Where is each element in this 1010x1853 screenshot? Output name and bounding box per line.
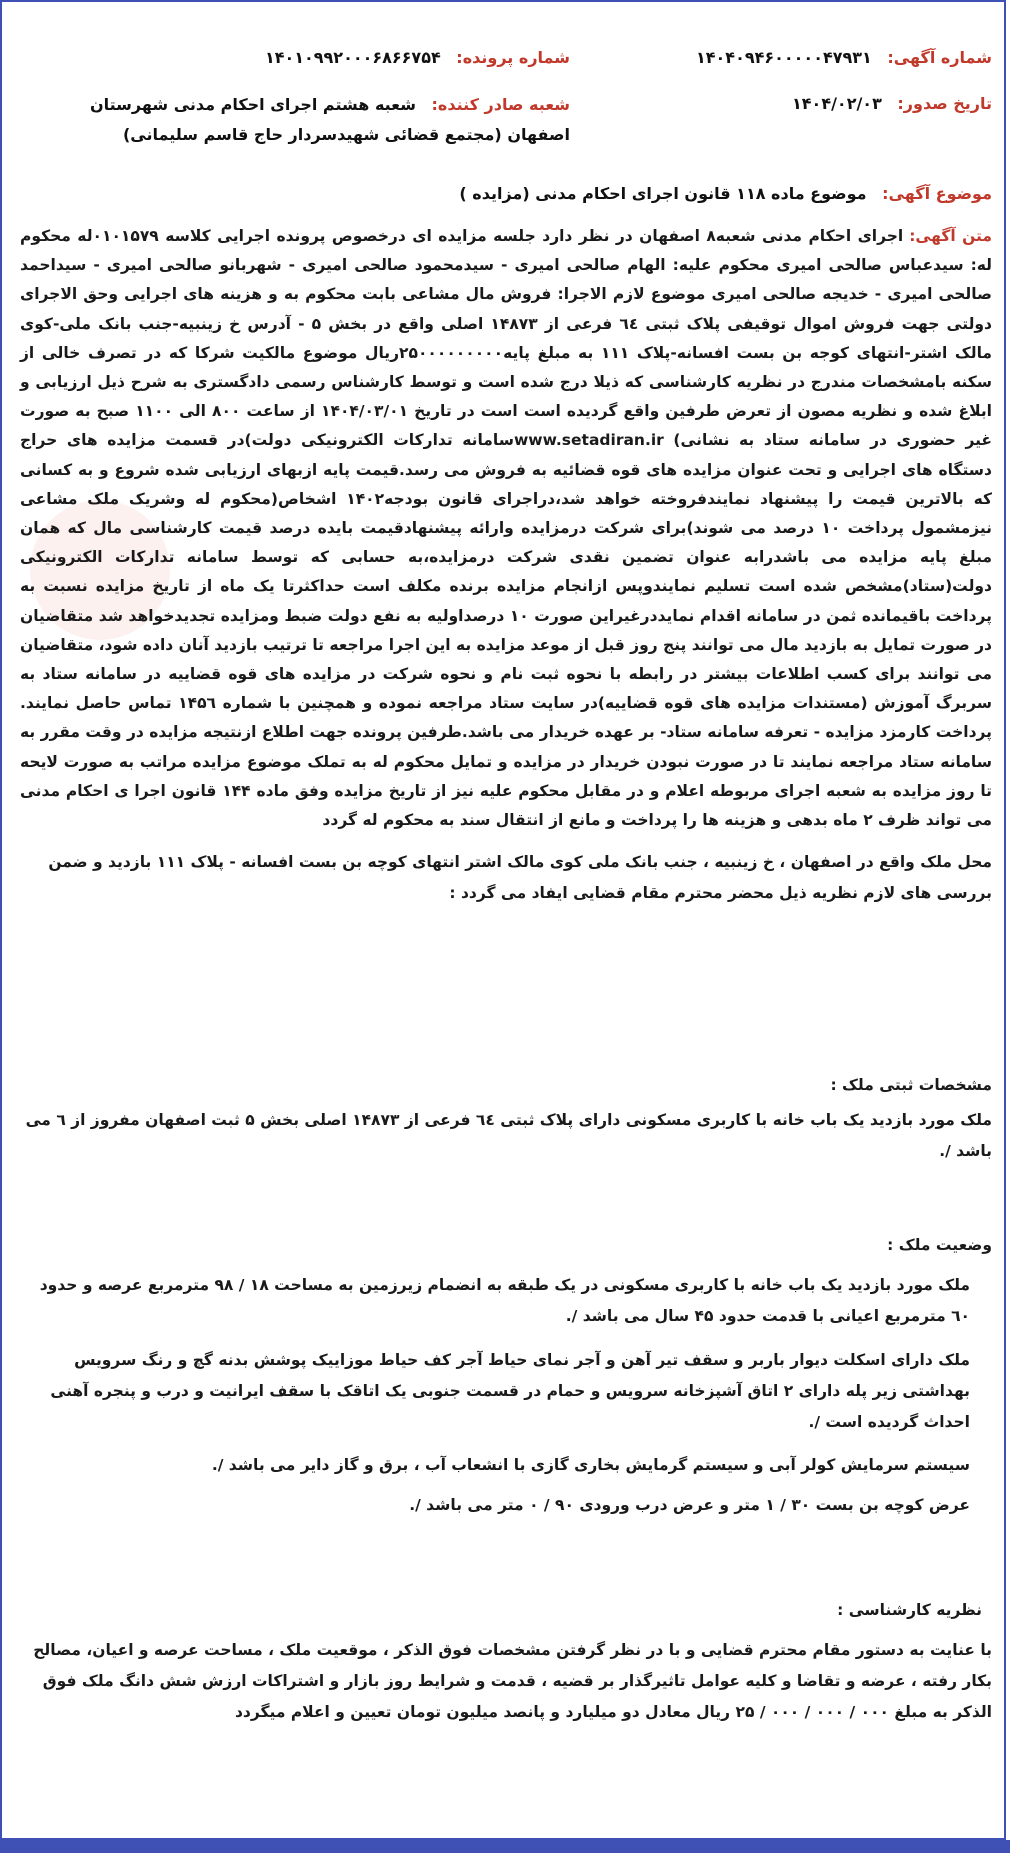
status-p1: ملک مورد بازدید یک باب خانه با کاربری مسکونی در یک طبقه به انضمام زیرزمین به مساحت ۱۸ / ۹۸ مترمربع عرصه و حدود ٦۰ مترمربع اعیانی با قدمت حدود ۴۵ سال می باشد /. (39, 1276, 970, 1325)
ad-body (20, 222, 992, 835)
registration-heading-text: مشخصات ثبتی ملک : (830, 1076, 992, 1094)
case-number-label: شماره پرونده: (456, 48, 570, 67)
issuer: شعبه هشتم اجرای احکام مدنی شهرستان اصفهان (مجتمع قضائی شهیدسردار حاج قاسم سلیمانی) (89, 95, 570, 144)
opinion-text: با عنایت به دستور مقام محترم قضایی و با در نظر گرفتن مشخصات فوق الذکر ، موقعیت ملک ، مساحت عرصه و اعیان، مصالح بکار رفته ، عرضه و تقاضا و کلیه عوامل تاثیرگذار بر قضیه ، قدمت و شرایط روز بازار و اشتراکات ارزش شش دانگ ملک فوق الذکر به مبلغ ۰۰۰ / ۰۰۰ / ۰۰۰ / ۲۵ ریال معادل دو میلیارد و پانصد میلیون تومان تعیین و اعلام میگردد (33, 1641, 992, 1721)
status-title: وضعیت ملک : (887, 1236, 992, 1254)
topic-row (459, 180, 992, 208)
registration-text: ملک مورد بازدید یک باب خانه با کاربری مسکونی دارای پلاک ثبتی ٦٤ فرعی از ۱۴۸۷۳ اصلی بخش ۵ ثبت اصفهان مفروز از ٦ می باشد /. (25, 1111, 992, 1160)
issue-date-label: تاریخ صدور: (897, 94, 992, 113)
case-number-row (265, 44, 570, 72)
bottom-bar (0, 1840, 1010, 1853)
topic: موضوع ماده ۱۱۸ قانون اجرای احکام مدنی (مزایده ) (459, 184, 867, 203)
location-text: محل ملک واقع در اصفهان ، خ زینبیه ، جنب بانک ملی کوی مالک اشتر انتهای کوچه بن بست افسانه - پلاک ۱۱۱ بازدید و ضمن بررسی های لازم نظریه ذیل محضر محترم مقام قضایی ایفاد می گردد : (48, 853, 992, 902)
status-p2: ملک دارای اسکلت دیوار باربر و سقف تیر آهن و آجر نمای حیاط آجر کف حیاط موزاییک پوشش بدنه گچ و رنگ سرویس بهداشتی زیر پله دارای ۲ اتاق آشپزخانه سرویس و حمام در قسمت جنوبی یک اتاقک با سقف ایرانیت و درب و پنجره آهنی احداث گردیده است /. (50, 1351, 970, 1431)
ad-number: ۱۴۰۴۰۹۴۶۰۰۰۰۰۴۷۹۳۱ (696, 48, 872, 67)
topic-label: موضوع آگهی: (882, 184, 992, 203)
location-paragraph (20, 847, 992, 909)
issuer-label: شعبه صادر کننده: (431, 95, 570, 114)
issue-date: ۱۴۰۴/۰۲/۰۳ (792, 94, 882, 113)
ad-number-row (696, 44, 992, 72)
ad-body-label: متن آگهی: (909, 227, 992, 245)
opinion-title: نظریه کارشناسی : (837, 1601, 982, 1619)
issuer-row (40, 90, 570, 150)
status-p4: عرض کوچه بن بست ۳۰ / ۱ متر و عرض درب ورودی ۹۰ / ۰ متر می باشد /. (409, 1496, 970, 1514)
issue-date-row (792, 90, 992, 118)
ad-number-label: شماره آگهی: (887, 48, 992, 67)
status-p3: سیستم سرمایش کولر آبی و سیستم گرمایش بخاری گازی با انشعاب آب ، برق و گاز دایر می باشد /. (211, 1456, 970, 1474)
ad-body-text: اجرای احکام مدنی شعبه۸ اصفهان در نظر دارد جلسه مزایده ای درخصوص پرونده اجرایی کلاسه ۰۱۰۱۵۷۹له محکوم له: سیدعباس صالحی امیری محکوم علیه: الهام صالحی امیری - سیدمحمود صالحی امیری - شهربانو صالحی امیری - سیداحمد صالحی امیری - خدیجه صالحی امیری موضوع لازم الاجرا: فروش مال مشاعی بابت محکوم به و هزینه های اجرایی وحق الاجرای دولتی جهت فروش اموال توقیفی پلاک ثبتی ٦٤ فرعی از ۱۴۸۷۳ اصلی واقع در بخش ۵ - آدرس خ زینبیه-جنب بانک ملی-کوی مالک اشتر-انتهای کوجه بن بست افسانه-پلاک ۱۱۱ به مبلغ پایه۲۵۰۰۰۰۰۰۰۰۰ریال موضوع مالکیت شرکا که در تصرف خالی از سکنه بامشخصات مندرج در نظریه کارشناسی که ذیلا درج شده است و توسط کارشناس رسمی دادگستری به شرح ذیل ارزیابی و ابلاغ شده و نظریه مصون از تعرض طرفین واقع گردیده است است در تاریخ ۱۴۰۴/۰۳/۰۱ از ساعت ۸۰۰ الی ۱۱۰۰ صبح به صورت غیر حضوری در سامانه ستاد به نشانی) www.setadiran.irسامانه تدارکات الکترونیکی دولت)در قسمت مزایده های حراج دستگاه های اجرایی و تحت عنوان مزایده های قوه قضائیه به فروش می رسد.قیمت پایه ازبهای ارزیابی شده شروع و به کسانی که بالاترین قیمت را پیشنهاد نمایندفروخته خواهد شد،دراجرای قانون بودجه۱۴۰۲ اشخاص(محکوم له وشریک ملک مشاعی نیزمشمول پرداخت ۱۰ درصد می شوند)برای شرکت درمزایده وارائه پیشنهادقیمت بایده درصد قیمت کارشناسی مال که همان مبلغ پایه مزایده می باشدرابه عنوان تضمین نقدی شرکت درمزایده،به حسابی که توسط سامانه تدارکات الکترونیکی دولت(ستاد)مشخص شده است تسلیم نمایندوپس ازانجام مزایده برنده مکلف است حداکثرتا یک ماه از تاریخ مزایده نسبت به پرداخت باقیمانده ثمن در سامانه اقدام نمایددرغیراین صورت ۱۰ درصداولیه به نفع دولت ضبط ومزایده تجدیدخواهد شد متقاضیان در صورت تمایل به بازدید مال می توانند پنج روز قبل از موعد مزایده به این اجرا مراجعه تا ترتیب بازدید آنان داده شود، متقاضیان می توانند برای کسب اطلاعات بیشتر در رابطه با نحوه ثبت نام و نحوه شرکت در مزایده های قوه قضاییه در سامانه ستاد به سربرگ آموزش (مستندات مزایده های قوه قضاییه)در سایت ستاد مراجعه نموده و همچنین با شماره ۱۴۵٦ تماس حاصل نمایند. پرداخت کارمزد مزایده - تعرفه سامانه ستاد- بر عهده خریدار می باشد.طرفین پرونده جهت اطلاع ازنتیجه مزایده در وقت مقرر به سامانه ستاد مراجعه نمایند تا در صورت نبودن خریدار در مزایده و تمایل محکوم له به تملک موضوع مزایده مراتب به صورت لایحه تا روز مزایده به شعبه اجرای مربوطه اعلام و در مقابل محکوم علیه نیز از تاریخ مزایده وفق ماده ۱۴۴ قانون اجرا ی احکام مدنی می تواند ظرف ۲ ماه بدهی و هزینه ها را پرداخت و مانع از انتقال سند به محکوم له گردد (20, 227, 993, 830)
case-number: ۱۴۰۱۰۹۹۲۰۰۰۶۸۶۶۷۵۴ (264, 48, 441, 67)
